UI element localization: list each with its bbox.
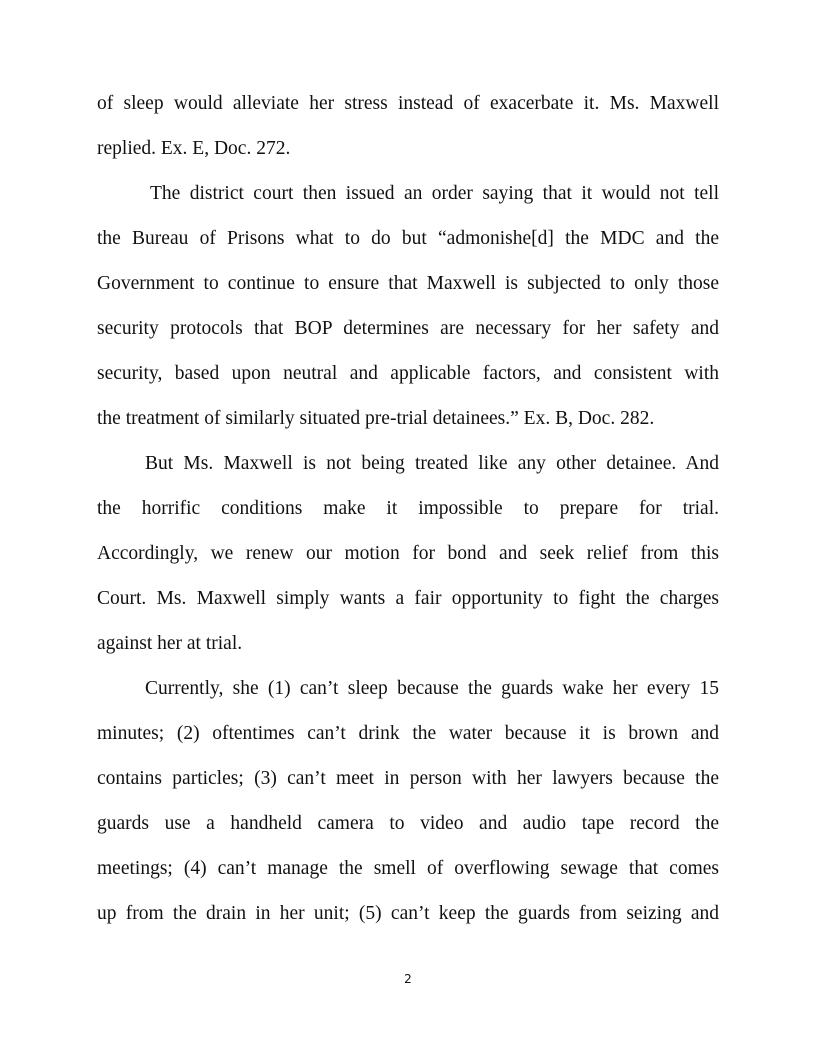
- paragraph-1: [97, 81, 719, 171]
- document-body: [97, 81, 719, 936]
- text-line: of sleep would alleviate her stress instead of exacerbate it. Ms. Maxwell: [97, 93, 719, 114]
- paragraph-2: [97, 171, 719, 441]
- text-line: against her at trial.: [97, 633, 243, 654]
- text-line: the Bureau of Prisons what to do but “admonishe[d] the MDC and the: [97, 228, 719, 249]
- text-line: Accordingly, we renew our motion for bond and seek relief from this: [97, 543, 719, 564]
- text-line: The district court then issued an order saying that it would not tell: [150, 183, 719, 204]
- text-line: Government to continue to ensure that Maxwell is subjected to only those: [97, 273, 719, 294]
- text-line: security, based upon neutral and applicable factors, and consistent with: [97, 363, 719, 384]
- paragraph-4: [97, 666, 719, 936]
- text-line: contains particles; (3) can’t meet in person with her lawyers because the: [97, 768, 719, 789]
- text-line: minutes; (2) oftentimes can’t drink the water because it is brown and: [97, 723, 719, 744]
- text-line: the horrific conditions make it impossible to prepare for trial.: [97, 498, 719, 519]
- text-line: guards use a handheld camera to video and audio tape record the: [97, 813, 719, 834]
- paragraph-3: [97, 441, 719, 666]
- text-line: meetings; (4) can’t manage the smell of overflowing sewage that comes: [97, 858, 719, 879]
- text-line: replied. Ex. E, Doc. 272.: [97, 138, 291, 159]
- text-line: up from the drain in her unit; (5) can’t keep the guards from seizing and: [97, 903, 719, 924]
- page-number: 2: [404, 972, 412, 986]
- text-line: the treatment of similarly situated pre-trial detainees.” Ex. B, Doc. 282.: [97, 408, 655, 429]
- text-line: security protocols that BOP determines are necessary for her safety and: [97, 318, 719, 339]
- text-line: Currently, she (1) can’t sleep because the guards wake her every 15: [145, 678, 719, 699]
- text-line: Court. Ms. Maxwell simply wants a fair opportunity to fight the charges: [97, 588, 719, 609]
- text-line: But Ms. Maxwell is not being treated like any other detainee. And: [145, 453, 719, 474]
